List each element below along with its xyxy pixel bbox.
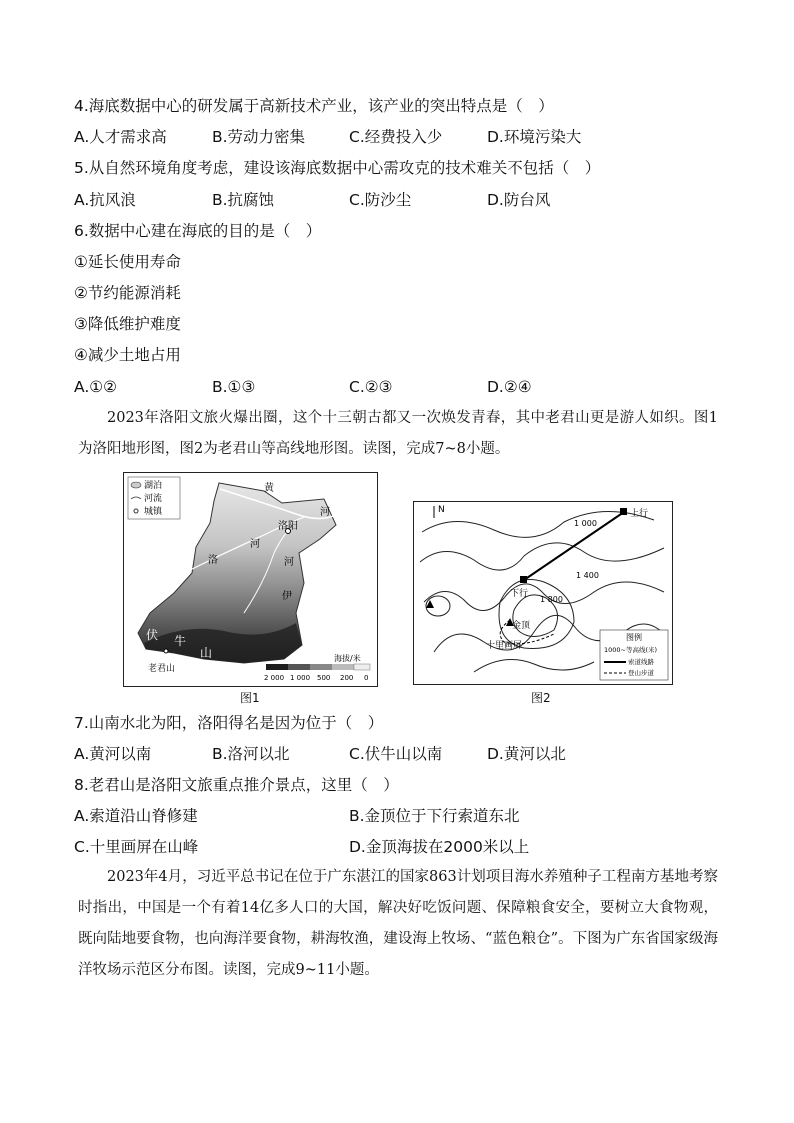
passage-luoyang-text: 2023年洛阳文旅火爆出圈，这个十三朝古都又一次焕发青春，其中老君山更是游人如织。图1为洛阳地形图，图2为老君山等高线地形图。读图，完成7~8小题。 [78, 410, 718, 457]
label-contour-1000: 1 000 [574, 519, 597, 528]
q6-item-4: ④减少土地占用 [74, 346, 181, 364]
label-contour-1800: 1 800 [540, 595, 563, 604]
label-shangxing: 上行 [630, 509, 649, 519]
north-arrow-label: N [438, 505, 445, 515]
label-xiaxing: 下行 [510, 589, 529, 599]
label-luoyang: 洛阳 [278, 521, 298, 532]
contour-map [414, 502, 672, 684]
q6-option-a: A.①② [74, 378, 118, 396]
elev-tick-1000: 1 000 [290, 674, 311, 682]
q4-stem: 4.海底数据中心的研发属于高新技术产业，该产业的突出特点是（ ） [74, 97, 554, 115]
elev-tick-500: 500 [317, 674, 331, 682]
q4-option-a: A.人才需求高 [74, 128, 167, 146]
fig1-legend [128, 477, 180, 519]
q8-stem: 8.老君山是洛阳文旅重点推介景点，这里（ ） [74, 776, 399, 794]
label-jinding: 金顶 [512, 621, 531, 631]
q8-option-c: C.十里画屏在山峰 [74, 838, 199, 856]
figure-2-laojunshan-contour [413, 501, 673, 685]
q7-stem: 7.山南水北为阳，洛阳得名是因为位于（ ） [74, 714, 384, 732]
lower-station-icon [520, 576, 527, 583]
q6-option-c: C.②③ [349, 378, 393, 396]
q4-option-c: C.经费投入少 [349, 128, 443, 146]
passage-luoyang [78, 403, 718, 465]
label-shilihuaping: 十里画屏 [486, 641, 523, 651]
legend-town: 城镇 [144, 507, 163, 517]
label-laojunshan: 老君山 [148, 664, 176, 674]
legend-cableway: 索道线路 [628, 658, 654, 666]
legend-contour: 1000~等高线(米) [604, 646, 658, 654]
label-yi: 伊 [282, 591, 292, 602]
q7-option-d: D.黄河以北 [487, 745, 566, 763]
label-huang: 黄 [264, 483, 274, 494]
passage-marine-ranch-text: 2023年4月，习近平总书记在位于广东湛江的国家863计划项目海水养殖种子工程南方基地考察时指出，中国是一个有着14亿多人口的大国，解决好吃饭问题、保障粮食安全，要树立大食物观，既向陆地要食物，也向海洋要食物，耕海牧渔，建设海上牧场、“蓝色粮仓”。下图为广东省国家级海洋牧场示范区分布图。读图，完成9~11小题。 [78, 869, 718, 978]
q8-option-a: A.索道沿山脊修建 [74, 807, 198, 825]
elev-tick-2000: 2 000 [264, 674, 285, 682]
q6-item-2: ②节约能源消耗 [74, 284, 181, 302]
legend-river: 河流 [144, 494, 163, 504]
q5-option-c: C.防沙尘 [349, 191, 412, 209]
q4-option-d: D.环境污染大 [487, 128, 582, 146]
elev-title: 海拔/米 [334, 654, 361, 663]
figure-1-caption: 图1 [240, 691, 260, 705]
laojunshan-dot [164, 649, 168, 653]
passage-marine-ranch [78, 862, 718, 986]
q7-option-c: C.伏牛山以南 [349, 745, 443, 763]
label-luo: 洛 [208, 555, 218, 566]
fig2-legend [600, 630, 668, 680]
q6-option-d: D.②④ [487, 378, 532, 396]
q4-option-b: B.劳动力密集 [212, 128, 306, 146]
town-icon [134, 509, 138, 513]
q5-option-d: D.防台风 [487, 191, 551, 209]
label-he: 河 [320, 507, 330, 518]
label-shan: 山 [200, 646, 213, 660]
q6-item-3: ③降低维护难度 [74, 315, 181, 333]
q8-option-b: B.金顶位于下行索道东北 [349, 807, 520, 825]
q6-item-1: ①延长使用寿命 [74, 253, 181, 271]
lake-icon [131, 482, 141, 488]
q7-option-a: A.黄河以南 [74, 745, 152, 763]
luoyang-terrain-map [124, 473, 377, 686]
q5-option-a: A.抗风浪 [74, 191, 136, 209]
label-he3: 河 [284, 557, 294, 568]
figure-2-caption: 图2 [531, 691, 551, 705]
figure-1-luoyang-map [123, 472, 378, 687]
fig2-legend-title: 图例 [626, 633, 642, 642]
q6-option-b: B.①③ [212, 378, 256, 396]
label-niu: 牛 [174, 634, 187, 648]
label-he2: 河 [250, 539, 260, 550]
q5-option-b: B.抗腐蚀 [212, 191, 275, 209]
q8-option-d: D.金顶海拔在2000米以上 [349, 838, 530, 856]
upper-station-icon [620, 508, 627, 515]
label-fu: 伏 [146, 628, 159, 642]
label-contour-1400: 1 400 [576, 571, 599, 580]
q5-stem: 5.从自然环境角度考虑，建设该海底数据中心需攻克的技术难关不包括（ ） [74, 159, 601, 177]
legend-trail: 登山步道 [628, 669, 654, 677]
elev-tick-200: 200 [340, 674, 354, 682]
q6-stem: 6.数据中心建在海底的目的是（ ） [74, 222, 322, 240]
q7-option-b: B.洛河以北 [212, 745, 290, 763]
legend-lake: 湖泊 [144, 481, 163, 491]
elev-tick-0: 0 [364, 674, 369, 682]
